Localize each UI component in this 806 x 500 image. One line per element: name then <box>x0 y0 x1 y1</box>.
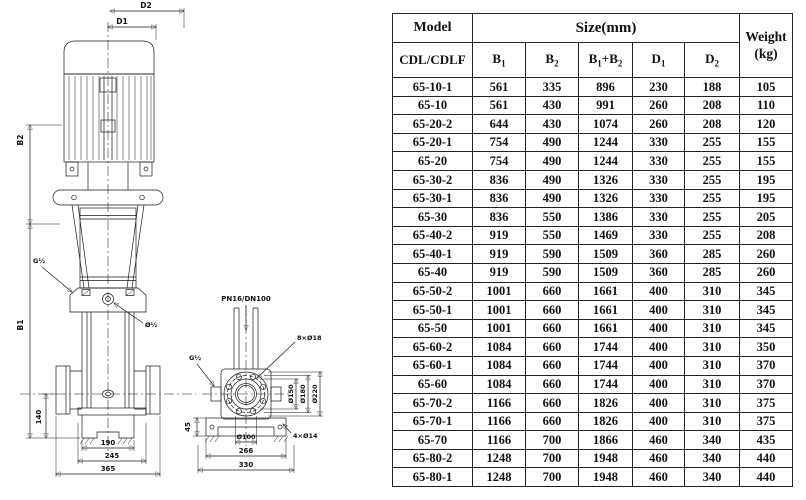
cell-model: 65-40-1 <box>393 245 473 264</box>
dim-b2: B2 <box>16 134 25 146</box>
motor-foot-right <box>140 162 152 176</box>
table-row <box>393 263 793 282</box>
cell-value: 700 <box>526 431 579 450</box>
cell-value: 155 <box>740 152 793 171</box>
dim-190: 190 <box>100 439 116 447</box>
phi-half-label: Ø½ <box>145 321 158 329</box>
cell-value: 1244 <box>579 152 633 171</box>
plate-bolt-left <box>72 195 77 200</box>
cell-value: 1084 <box>473 375 526 394</box>
cell-value: 330 <box>633 170 685 189</box>
table-body <box>393 78 793 487</box>
cell-value: 1826 <box>579 412 633 431</box>
header-size: Size(mm) <box>473 14 740 43</box>
cell-value: 285 <box>685 263 740 282</box>
cell-value: 205 <box>740 208 793 227</box>
cell-value: 460 <box>633 468 685 487</box>
cell-value: 195 <box>740 170 793 189</box>
header-weight <box>740 14 793 78</box>
motor-cap <box>64 41 154 74</box>
cell-value: 360 <box>633 263 685 282</box>
dim-o220: Ø220 <box>311 384 319 404</box>
cell-value: 1744 <box>579 338 633 357</box>
cell-value: 260 <box>740 245 793 264</box>
cell-value: 330 <box>633 152 685 171</box>
cell-value: 375 <box>740 412 793 431</box>
cell-value: 1326 <box>579 189 633 208</box>
dim-330: 330 <box>238 461 254 469</box>
cell-model: 65-30-1 <box>393 189 473 208</box>
cell-value: 1244 <box>579 133 633 152</box>
cell-value: 208 <box>740 226 793 245</box>
suction-flange <box>56 366 70 414</box>
cell-value: 490 <box>526 170 579 189</box>
dim-o180: Ø180 <box>299 384 307 404</box>
cell-value: 260 <box>633 115 685 134</box>
bolt4-label: 4×Ø14 <box>293 432 318 440</box>
cell-value: 400 <box>633 375 685 394</box>
motor-bolt-left <box>70 167 74 171</box>
g-half-top-leader <box>197 364 214 386</box>
cell-value: 310 <box>685 319 740 338</box>
cell-value: 1509 <box>579 245 633 264</box>
plate-bolt-right <box>140 195 145 200</box>
table-header-row-2 <box>393 43 793 78</box>
dim-245: 245 <box>104 452 120 460</box>
cell-value: 330 <box>633 226 685 245</box>
cell-value: 660 <box>526 375 579 394</box>
cell-value: 345 <box>740 301 793 320</box>
table-row <box>393 356 793 375</box>
dim-b1: B1 <box>16 319 25 331</box>
cell-value: 285 <box>685 245 740 264</box>
cell-value: 561 <box>473 96 526 115</box>
g-half-label: G½ <box>33 257 46 265</box>
cell-model: 65-80-2 <box>393 449 473 468</box>
cell-value: 310 <box>685 356 740 375</box>
dimension-table <box>392 13 793 487</box>
cell-value: 1084 <box>473 356 526 375</box>
cell-value: 1248 <box>473 468 526 487</box>
cell-value: 1084 <box>473 338 526 357</box>
cell-model: 65-60-1 <box>393 356 473 375</box>
table-row <box>393 338 793 357</box>
cell-value: 590 <box>526 245 579 264</box>
cell-model: 65-30 <box>393 208 473 227</box>
cell-value: 260 <box>633 96 685 115</box>
cell-value: 430 <box>526 115 579 134</box>
cell-value: 1166 <box>473 431 526 450</box>
cell-value: 345 <box>740 282 793 301</box>
cell-model: 65-10 <box>393 96 473 115</box>
cell-value: 1744 <box>579 356 633 375</box>
header-weight-unit: (kg) <box>754 45 778 61</box>
pump-technical-drawing <box>0 0 390 500</box>
cell-value: 590 <box>526 263 579 282</box>
dim-o150: Ø150 <box>287 384 295 404</box>
cell-value: 370 <box>740 356 793 375</box>
cell-value: 1386 <box>579 208 633 227</box>
cell-value: 310 <box>685 301 740 320</box>
cell-value: 550 <box>526 226 579 245</box>
cell-value: 1248 <box>473 449 526 468</box>
cell-value: 700 <box>526 449 579 468</box>
table-row <box>393 375 793 394</box>
cell-value: 1866 <box>579 431 633 450</box>
cell-value: 255 <box>685 133 740 152</box>
cell-value: 255 <box>685 189 740 208</box>
phi-half-leader <box>114 303 143 323</box>
cell-value: 330 <box>633 133 685 152</box>
cell-value: 561 <box>473 78 526 97</box>
cell-value: 360 <box>633 245 685 264</box>
cell-value: 400 <box>633 356 685 375</box>
cell-model: 65-40-2 <box>393 226 473 245</box>
table-row <box>393 96 793 115</box>
cell-value: 660 <box>526 301 579 320</box>
cell-value: 660 <box>526 356 579 375</box>
header-weight-text: Weight <box>745 28 787 44</box>
dim-266: 266 <box>238 447 254 455</box>
g-half-top-label: G½ <box>189 354 202 362</box>
cell-value: 991 <box>579 96 633 115</box>
cell-value: 700 <box>526 468 579 487</box>
cell-value: 1074 <box>579 115 633 134</box>
cell-value: 335 <box>526 78 579 97</box>
cell-value: 430 <box>526 96 579 115</box>
cell-value: 660 <box>526 338 579 357</box>
dim-365: 365 <box>100 465 116 473</box>
cell-value: 310 <box>685 412 740 431</box>
cell-value: 1166 <box>473 412 526 431</box>
cell-value: 919 <box>473 226 526 245</box>
cell-value: 836 <box>473 208 526 227</box>
cell-value: 255 <box>685 152 740 171</box>
cell-value: 400 <box>633 282 685 301</box>
header-b2: $B_2$ <box>526 43 579 78</box>
dim-45: 45 <box>184 422 192 432</box>
cell-value: 255 <box>685 170 740 189</box>
dim-140: 140 <box>35 409 43 425</box>
cell-value: 350 <box>740 338 793 357</box>
table-row <box>393 412 793 431</box>
cell-model: 65-20 <box>393 152 473 171</box>
cell-value: 1661 <box>579 282 633 301</box>
cell-value: 660 <box>526 319 579 338</box>
cell-value: 400 <box>633 319 685 338</box>
cell-value: 660 <box>526 282 579 301</box>
cell-value: 1826 <box>579 394 633 413</box>
cell-value: 1948 <box>579 449 633 468</box>
cell-value: 460 <box>633 431 685 450</box>
cell-value: 836 <box>473 170 526 189</box>
cell-value: 400 <box>633 338 685 357</box>
header-model-series: CDL/CDLF <box>393 43 473 78</box>
cell-value: 400 <box>633 412 685 431</box>
cell-value: 255 <box>685 208 740 227</box>
cell-value: 110 <box>740 96 793 115</box>
cell-value: 1948 <box>579 468 633 487</box>
cell-value: 230 <box>633 78 685 97</box>
header-d1: $D_1$ <box>633 43 685 78</box>
cell-value: 1326 <box>579 170 633 189</box>
table-row <box>393 301 793 320</box>
cell-value: 836 <box>473 189 526 208</box>
header-model: Model <box>393 14 473 43</box>
cell-value: 896 <box>579 78 633 97</box>
cell-model: 65-50 <box>393 319 473 338</box>
cell-value: 310 <box>685 394 740 413</box>
table-row <box>393 133 793 152</box>
g-half-leader <box>42 267 72 292</box>
cell-value: 105 <box>740 78 793 97</box>
cell-value: 754 <box>473 133 526 152</box>
motor-bolt-right <box>144 167 148 171</box>
cell-value: 1001 <box>473 301 526 320</box>
cell-model: 65-20-2 <box>393 115 473 134</box>
table-row <box>393 282 793 301</box>
cell-value: 1509 <box>579 263 633 282</box>
cell-value: 195 <box>740 189 793 208</box>
dim-d1: D1 <box>116 17 128 26</box>
cell-value: 1166 <box>473 394 526 413</box>
cell-value: 490 <box>526 189 579 208</box>
cell-value: 754 <box>473 152 526 171</box>
pn-label: PN16/DN100 <box>221 295 271 303</box>
cell-value: 370 <box>740 375 793 394</box>
dim-o100: Ø100 <box>236 433 256 441</box>
cell-value: 310 <box>685 375 740 394</box>
cell-model: 65-60-2 <box>393 338 473 357</box>
header-b1b2: $B_1+B_2$ <box>579 43 633 78</box>
cell-value: 660 <box>526 394 579 413</box>
pump-flange-view <box>184 295 323 473</box>
motor-fins <box>69 76 151 160</box>
bolt8-label: 8×Ø18 <box>297 334 322 342</box>
cell-value: 440 <box>740 449 793 468</box>
cell-value: 155 <box>740 133 793 152</box>
cell-model: 65-70-2 <box>393 394 473 413</box>
table-row <box>393 152 793 171</box>
cell-model: 65-60 <box>393 375 473 394</box>
table-row <box>393 170 793 189</box>
cell-value: 310 <box>685 338 740 357</box>
motor-foot-left <box>66 162 78 176</box>
cell-value: 919 <box>473 245 526 264</box>
table-row <box>393 468 793 487</box>
cell-value: 1001 <box>473 319 526 338</box>
table-row <box>393 319 793 338</box>
cell-value: 208 <box>685 96 740 115</box>
cell-model: 65-80-1 <box>393 468 473 487</box>
cell-value: 340 <box>685 468 740 487</box>
cell-value: 435 <box>740 431 793 450</box>
base-hole-right <box>278 425 282 429</box>
table-row <box>393 189 793 208</box>
cell-model: 65-10-1 <box>393 78 473 97</box>
cell-value: 330 <box>633 189 685 208</box>
table-row <box>393 245 793 264</box>
cell-value: 1744 <box>579 375 633 394</box>
cell-value: 919 <box>473 263 526 282</box>
cell-value: 644 <box>473 115 526 134</box>
table-row <box>393 78 793 97</box>
elevation-dimensions <box>16 1 184 477</box>
cell-value: 1469 <box>579 226 633 245</box>
cell-value: 440 <box>740 468 793 487</box>
cell-value: 1661 <box>579 319 633 338</box>
table-row <box>393 431 793 450</box>
header-b1: $B_1$ <box>473 43 526 78</box>
cell-value: 340 <box>685 449 740 468</box>
cell-value: 330 <box>633 208 685 227</box>
flange-bottom-dimensions <box>184 416 294 473</box>
cell-value: 260 <box>740 263 793 282</box>
cell-model: 65-20-1 <box>393 133 473 152</box>
cell-value: 208 <box>685 115 740 134</box>
table-row <box>393 226 793 245</box>
bolt4-leader <box>283 424 291 433</box>
cell-model: 65-30-2 <box>393 170 473 189</box>
cell-value: 460 <box>633 449 685 468</box>
cell-value: 375 <box>740 394 793 413</box>
header-d2: $D_2$ <box>685 43 740 78</box>
table-row <box>393 115 793 134</box>
cell-model: 65-70-1 <box>393 412 473 431</box>
base-hole-left <box>210 425 214 429</box>
cell-value: 340 <box>685 431 740 450</box>
cell-model: 65-70 <box>393 431 473 450</box>
cell-value: 310 <box>685 282 740 301</box>
cell-value: 255 <box>685 226 740 245</box>
cell-model: 65-40 <box>393 263 473 282</box>
dim-d2: D2 <box>140 1 152 10</box>
cell-value: 120 <box>740 115 793 134</box>
pump-elevation-view <box>16 1 196 477</box>
table-row <box>393 449 793 468</box>
cell-value: 345 <box>740 319 793 338</box>
cell-value: 400 <box>633 394 685 413</box>
table-header-row-1 <box>393 14 793 43</box>
cell-value: 400 <box>633 301 685 320</box>
cell-model: 65-50-2 <box>393 282 473 301</box>
cell-value: 660 <box>526 412 579 431</box>
cell-value: 188 <box>685 78 740 97</box>
cell-value: 1001 <box>473 282 526 301</box>
discharge-flange <box>146 366 160 414</box>
cell-value: 490 <box>526 152 579 171</box>
bolt8-leader <box>257 342 295 378</box>
motor-body <box>64 74 154 162</box>
table-row <box>393 394 793 413</box>
cell-value: 550 <box>526 208 579 227</box>
table-row <box>393 208 793 227</box>
cell-value: 490 <box>526 133 579 152</box>
cell-value: 1661 <box>579 301 633 320</box>
cell-model: 65-50-1 <box>393 301 473 320</box>
